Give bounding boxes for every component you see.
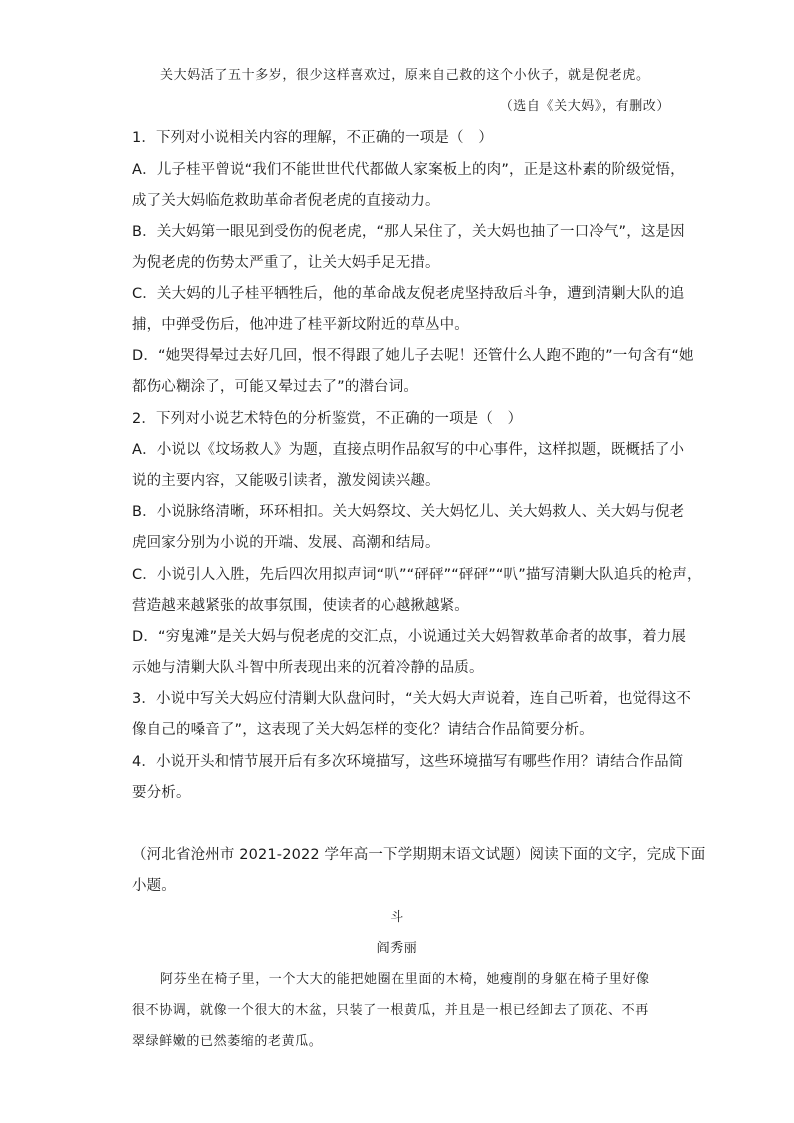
story-paragraph-line3: 翠绿鲜嫩的已然萎缩的老黄瓜。 — [132, 1034, 323, 1049]
q1-option-d-line1: D．“她哭得晕过去好几回，恨不得跟了她儿子去呢！还管什么人跑不跑的”一句含有“她 — [132, 348, 694, 364]
story-title: 斗 — [390, 910, 404, 925]
q1-option-a-line2: 成了关大妈临危救助革命者倪老虎的直接动力。 — [132, 193, 440, 209]
question-3-line1: 3．小说中写关大妈应付清剿大队盘问时，“关大妈大声说着，连自己听着，也觉得这不 — [132, 691, 692, 707]
q2-option-b-line1: B．小说脉络清晰，环环相扣。关大妈祭坟、关大妈忆儿、关大妈救人、关大妈与倪老 — [132, 504, 685, 520]
story-source: （选自《关大妈》，有删改） — [499, 99, 670, 114]
q2-option-d-line1: D．“穷鬼滩”是关大妈与倪老虎的交汇点，小说通过关大妈智救革命者的故事，着力展 — [132, 629, 687, 645]
section-intro-line2: 小题。 — [132, 878, 176, 894]
question-1-stem: 1．下列对小说相关内容的理解，不正确的一项是（ ） — [132, 130, 493, 146]
q2-option-a-line2: 说的主要内容，又能吸引读者，激发阅读兴趣。 — [132, 473, 440, 489]
q2-option-c-line1: C．小说引人入胜，先后四次用拟声词“叭”“砰砰”“砰砰”“叭”描写清剿大队追兵的枪声， — [132, 567, 702, 583]
question-2-stem: 2．下列对小说艺术特色的分析鉴赏，不正确的一项是（ ） — [132, 411, 523, 427]
q1-option-b-line1: B．关大妈第一眼见到受伤的倪老虎，“那人呆住了，关大妈也抽了一口冷气”，这是因 — [132, 224, 685, 240]
q2-option-a-line1: A．小说以《坟场救人》为题，直接点明作品叙写的中心事件，这样拟题，既概括了小 — [132, 442, 685, 458]
question-3-line2: 像自己的嗓音了”，这表现了关大妈怎样的变化？请结合作品简要分析。 — [132, 722, 594, 738]
q1-option-d-line2: 都伤心糊涂了，可能又晕过去了”的潜台词。 — [132, 379, 419, 395]
question-4-line1: 4．小说开头和情节展开后有多次环境描写，这些环境描写有哪些作用？请结合作品简 — [132, 754, 684, 770]
section-intro-line1: （河北省沧州市 2021-2022 学年高一下学期期末语文试题）阅读下面的文字，完成下面 — [132, 847, 706, 863]
q1-option-a-line1: A．儿子桂平曾说“我们不能世世代代都做人家案板上的肉”，正是这朴素的阶级觉悟， — [132, 162, 685, 178]
story-paragraph-line2: 很不协调，就像一个很大的木盆，只装了一根黄瓜，并且是一根已经卸去了顶花、不再 — [132, 1003, 649, 1018]
q2-option-b-line2: 虎回家分别为小说的开端、发展、高潮和结局。 — [132, 535, 440, 551]
story-closing-line: 关大妈活了五十多岁，很少这样喜欢过，原来自己救的这个小伙子，就是倪老虎。 — [160, 68, 650, 83]
story-paragraph-line1: 阿芬坐在椅子里，一个大大的能把她圈在里面的木椅，她瘦削的身躯在椅子里好像 — [160, 972, 650, 987]
story-author: 阎秀丽 — [376, 941, 418, 956]
q2-option-d-line2: 示她与清剿大队斗智中所表现出来的沉着冷静的品质。 — [132, 660, 484, 676]
q1-option-c-line2: 捕，中弹受伤后，他冲进了桂平新坟附近的草丛中。 — [132, 317, 469, 333]
q1-option-c-line1: C．关大妈的儿子桂平牺牲后，他的革命战友倪老虎坚持敌后斗争，遭到清剿大队的追 — [132, 286, 685, 302]
question-4-line2: 要分析。 — [132, 785, 191, 801]
q2-option-c-line2: 营造越来越紧张的故事氛围，使读者的心越揪越紧。 — [132, 598, 469, 614]
q1-option-b-line2: 为倪老虎的伤势太严重了，让关大妈手足无措。 — [132, 255, 440, 271]
